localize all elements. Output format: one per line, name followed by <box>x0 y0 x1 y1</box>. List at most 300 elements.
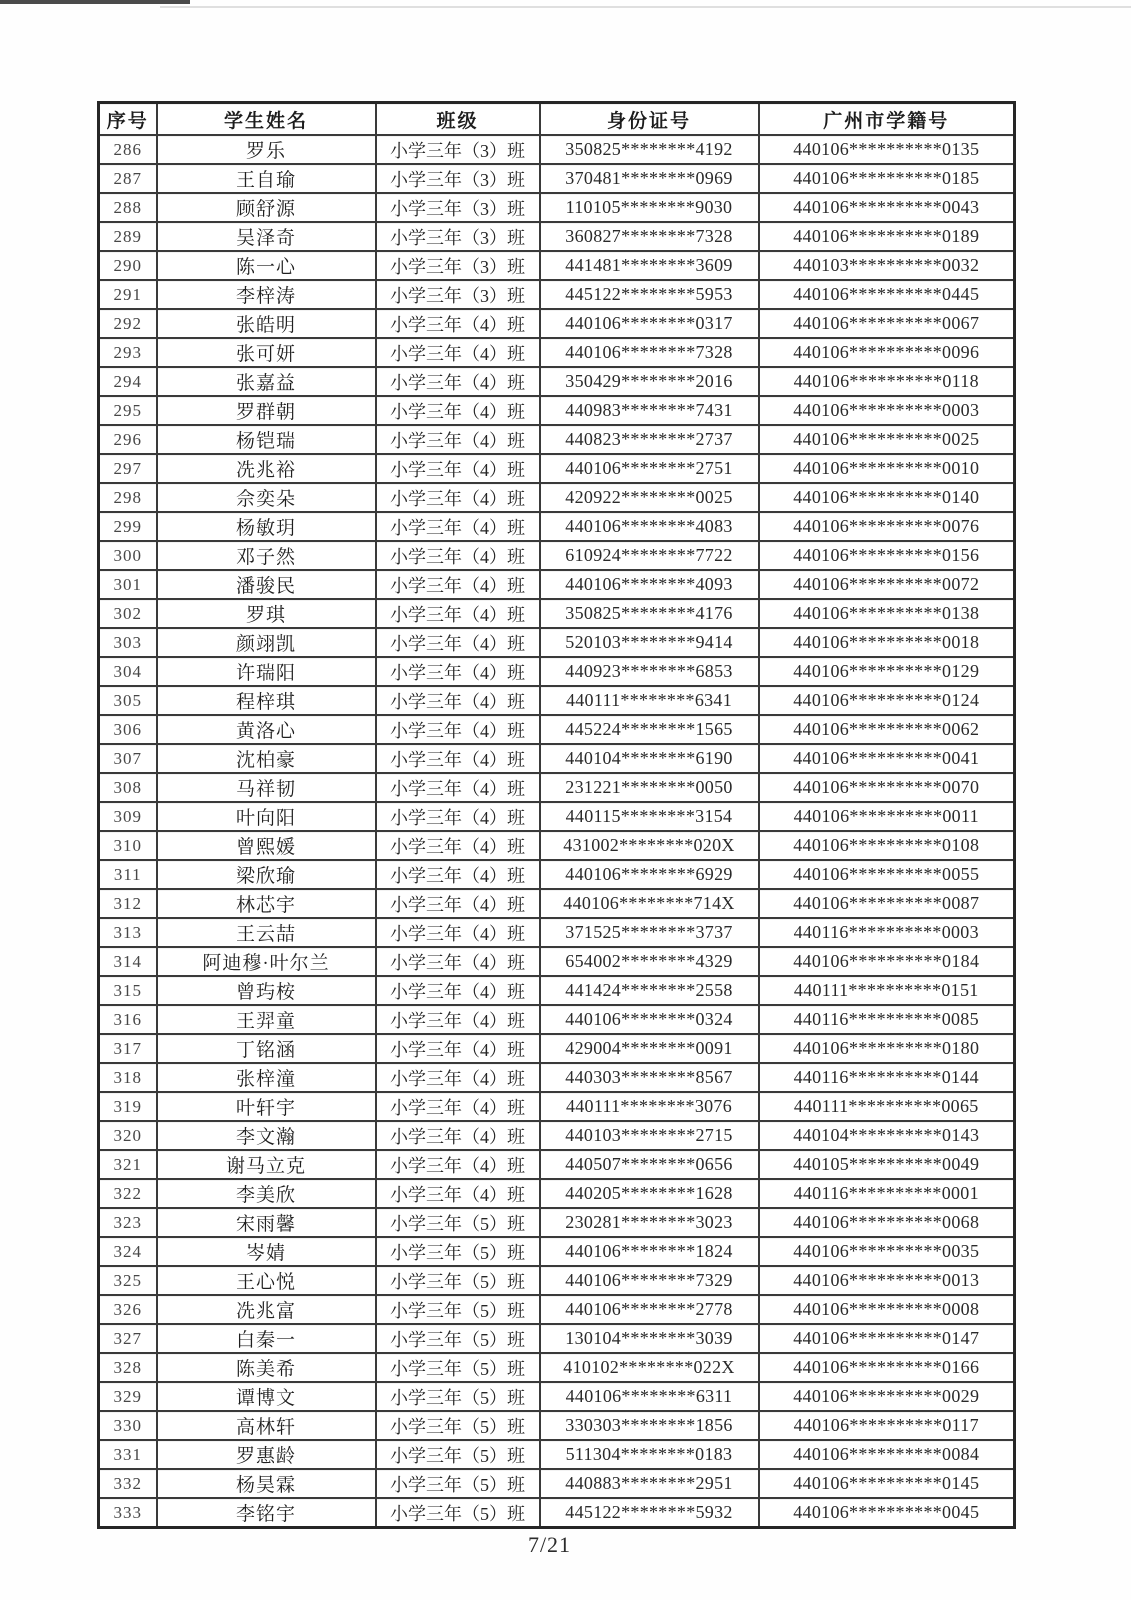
cell-class: 小学三年（5）班 <box>376 1266 540 1295</box>
cell-student-name: 颜翊凯 <box>157 628 376 657</box>
cell-serial: 296 <box>99 425 157 454</box>
cell-serial: 320 <box>99 1121 157 1150</box>
table-row <box>99 599 1015 628</box>
cell-class: 小学三年（4）班 <box>376 831 540 860</box>
table-row <box>99 1208 1015 1237</box>
cell-class: 小学三年（4）班 <box>376 889 540 918</box>
column-header-registration-number: 广州市学籍号 <box>759 103 1015 136</box>
cell-serial: 314 <box>99 947 157 976</box>
cell-class: 小学三年（4）班 <box>376 425 540 454</box>
cell-student-name: 陈一心 <box>157 251 376 280</box>
cell-student-name: 佘奕朵 <box>157 483 376 512</box>
table-row <box>99 1498 1015 1528</box>
cell-registration-number: 440106**********0108 <box>759 831 1015 860</box>
cell-serial: 332 <box>99 1469 157 1498</box>
cell-registration-number: 440106**********0189 <box>759 222 1015 251</box>
cell-class: 小学三年（5）班 <box>376 1353 540 1382</box>
cell-registration-number: 440106**********0166 <box>759 1353 1015 1382</box>
cell-class: 小学三年（4）班 <box>376 367 540 396</box>
cell-class: 小学三年（3）班 <box>376 135 540 164</box>
cell-class: 小学三年（4）班 <box>376 715 540 744</box>
cell-class: 小学三年（4）班 <box>376 947 540 976</box>
cell-id-number: 420922********0025 <box>540 483 759 512</box>
cell-registration-number: 440106**********0045 <box>759 1498 1015 1528</box>
cell-serial: 292 <box>99 309 157 338</box>
table-row <box>99 425 1015 454</box>
table-row <box>99 657 1015 686</box>
cell-serial: 317 <box>99 1034 157 1063</box>
cell-id-number: 440507********0656 <box>540 1150 759 1179</box>
cell-id-number: 440106********7329 <box>540 1266 759 1295</box>
cell-student-name: 程梓琪 <box>157 686 376 715</box>
table-body <box>99 135 1015 1528</box>
cell-class: 小学三年（3）班 <box>376 280 540 309</box>
cell-id-number: 440823********2737 <box>540 425 759 454</box>
cell-student-name: 叶轩宇 <box>157 1092 376 1121</box>
cell-student-name: 岑婧 <box>157 1237 376 1266</box>
cell-serial: 325 <box>99 1266 157 1295</box>
cell-serial: 297 <box>99 454 157 483</box>
table-row <box>99 715 1015 744</box>
table-row <box>99 1179 1015 1208</box>
cell-registration-number: 440116**********0085 <box>759 1005 1015 1034</box>
table-row <box>99 1469 1015 1498</box>
cell-id-number: 431002********020X <box>540 831 759 860</box>
cell-registration-number: 440106**********0003 <box>759 396 1015 425</box>
cell-student-name: 林芯宇 <box>157 889 376 918</box>
table-row <box>99 1382 1015 1411</box>
cell-registration-number: 440106**********0062 <box>759 715 1015 744</box>
cell-id-number: 360827********7328 <box>540 222 759 251</box>
cell-student-name: 张梓潼 <box>157 1063 376 1092</box>
cell-student-name: 阿迪穆·叶尔兰 <box>157 947 376 976</box>
cell-registration-number: 440106**********0087 <box>759 889 1015 918</box>
cell-id-number: 440106********4093 <box>540 570 759 599</box>
table-row <box>99 193 1015 222</box>
cell-serial: 306 <box>99 715 157 744</box>
cell-id-number: 371525********3737 <box>540 918 759 947</box>
cell-student-name: 罗琪 <box>157 599 376 628</box>
cell-student-name: 杨敏玥 <box>157 512 376 541</box>
cell-id-number: 445224********1565 <box>540 715 759 744</box>
cell-student-name: 李美欣 <box>157 1179 376 1208</box>
cell-class: 小学三年（4）班 <box>376 628 540 657</box>
cell-id-number: 440104********6190 <box>540 744 759 773</box>
cell-id-number: 370481********0969 <box>540 164 759 193</box>
cell-class: 小学三年（4）班 <box>376 918 540 947</box>
cell-registration-number: 440106**********0118 <box>759 367 1015 396</box>
cell-class: 小学三年（4）班 <box>376 1034 540 1063</box>
cell-student-name: 梁欣瑜 <box>157 860 376 889</box>
cell-student-name: 李梓涛 <box>157 280 376 309</box>
cell-serial: 309 <box>99 802 157 831</box>
cell-registration-number: 440106**********0043 <box>759 193 1015 222</box>
cell-class: 小学三年（3）班 <box>376 222 540 251</box>
cell-class: 小学三年（4）班 <box>376 1063 540 1092</box>
cell-serial: 300 <box>99 541 157 570</box>
cell-id-number: 511304********0183 <box>540 1440 759 1469</box>
cell-id-number: 330303********1856 <box>540 1411 759 1440</box>
cell-serial: 295 <box>99 396 157 425</box>
cell-id-number: 440303********8567 <box>540 1063 759 1092</box>
cell-id-number: 610924********7722 <box>540 541 759 570</box>
cell-class: 小学三年（5）班 <box>376 1411 540 1440</box>
cell-class: 小学三年（4）班 <box>376 599 540 628</box>
cell-id-number: 429004********0091 <box>540 1034 759 1063</box>
cell-registration-number: 440116**********0003 <box>759 918 1015 947</box>
cell-class: 小学三年（5）班 <box>376 1440 540 1469</box>
cell-class: 小学三年（4）班 <box>376 396 540 425</box>
cell-student-name: 张皓明 <box>157 309 376 338</box>
cell-class: 小学三年（5）班 <box>376 1295 540 1324</box>
table-row <box>99 367 1015 396</box>
cell-student-name: 顾舒源 <box>157 193 376 222</box>
table-row <box>99 860 1015 889</box>
cell-class: 小学三年（4）班 <box>376 338 540 367</box>
cell-class: 小学三年（4）班 <box>376 1092 540 1121</box>
cell-serial: 327 <box>99 1324 157 1353</box>
cell-student-name: 李文瀚 <box>157 1121 376 1150</box>
table-row <box>99 1353 1015 1382</box>
table-row <box>99 280 1015 309</box>
cell-id-number: 440106********6929 <box>540 860 759 889</box>
cell-student-name: 许瑞阳 <box>157 657 376 686</box>
cell-class: 小学三年（5）班 <box>376 1208 540 1237</box>
cell-registration-number: 440106**********0445 <box>759 280 1015 309</box>
cell-student-name: 曾熙媛 <box>157 831 376 860</box>
cell-registration-number: 440106**********0138 <box>759 599 1015 628</box>
cell-id-number: 350429********2016 <box>540 367 759 396</box>
cell-student-name: 陈美希 <box>157 1353 376 1382</box>
cell-class: 小学三年（4）班 <box>376 570 540 599</box>
cell-student-name: 李铭宇 <box>157 1498 376 1528</box>
cell-registration-number: 440106**********0013 <box>759 1266 1015 1295</box>
cell-student-name: 叶向阳 <box>157 802 376 831</box>
cell-serial: 316 <box>99 1005 157 1034</box>
cell-registration-number: 440106**********0029 <box>759 1382 1015 1411</box>
table-row <box>99 396 1015 425</box>
table-row <box>99 251 1015 280</box>
cell-class: 小学三年（4）班 <box>376 483 540 512</box>
cell-student-name: 高林轩 <box>157 1411 376 1440</box>
cell-serial: 307 <box>99 744 157 773</box>
cell-id-number: 441424********2558 <box>540 976 759 1005</box>
table-row <box>99 1411 1015 1440</box>
cell-registration-number: 440106**********0084 <box>759 1440 1015 1469</box>
table-row <box>99 802 1015 831</box>
cell-registration-number: 440106**********0145 <box>759 1469 1015 1498</box>
cell-serial: 319 <box>99 1092 157 1121</box>
cell-serial: 293 <box>99 338 157 367</box>
cell-student-name: 王自瑜 <box>157 164 376 193</box>
table-row <box>99 541 1015 570</box>
table-row <box>99 744 1015 773</box>
cell-student-name: 谢马立克 <box>157 1150 376 1179</box>
cell-serial: 289 <box>99 222 157 251</box>
cell-student-name: 黄洛心 <box>157 715 376 744</box>
table-row <box>99 976 1015 1005</box>
column-header-class: 班级 <box>376 103 540 136</box>
cell-student-name: 沈柏豪 <box>157 744 376 773</box>
cell-serial: 291 <box>99 280 157 309</box>
cell-id-number: 654002********4329 <box>540 947 759 976</box>
table-row <box>99 889 1015 918</box>
header-row <box>99 103 1015 136</box>
cell-student-name: 谭博文 <box>157 1382 376 1411</box>
cell-serial: 294 <box>99 367 157 396</box>
cell-registration-number: 440116**********0001 <box>759 1179 1015 1208</box>
table-row <box>99 570 1015 599</box>
cell-class: 小学三年（5）班 <box>376 1498 540 1528</box>
table-row <box>99 1092 1015 1121</box>
cell-serial: 333 <box>99 1498 157 1528</box>
cell-student-name: 白秦一 <box>157 1324 376 1353</box>
cell-registration-number: 440106**********0010 <box>759 454 1015 483</box>
cell-class: 小学三年（4）班 <box>376 1150 540 1179</box>
cell-id-number: 440115********3154 <box>540 802 759 831</box>
cell-id-number: 440103********2715 <box>540 1121 759 1150</box>
cell-student-name: 冼兆裕 <box>157 454 376 483</box>
cell-registration-number: 440111**********0151 <box>759 976 1015 1005</box>
cell-serial: 330 <box>99 1411 157 1440</box>
cell-registration-number: 440106**********0025 <box>759 425 1015 454</box>
cell-serial: 315 <box>99 976 157 1005</box>
cell-serial: 326 <box>99 1295 157 1324</box>
table-row <box>99 222 1015 251</box>
cell-registration-number: 440106**********0035 <box>759 1237 1015 1266</box>
cell-registration-number: 440103**********0032 <box>759 251 1015 280</box>
table-row <box>99 309 1015 338</box>
cell-student-name: 罗惠龄 <box>157 1440 376 1469</box>
cell-serial: 299 <box>99 512 157 541</box>
cell-serial: 323 <box>99 1208 157 1237</box>
cell-student-name: 丁铭涵 <box>157 1034 376 1063</box>
cell-serial: 311 <box>99 860 157 889</box>
cell-registration-number: 440106**********0076 <box>759 512 1015 541</box>
table-row <box>99 338 1015 367</box>
cell-serial: 322 <box>99 1179 157 1208</box>
cell-id-number: 440983********7431 <box>540 396 759 425</box>
table-row <box>99 1324 1015 1353</box>
table-row <box>99 686 1015 715</box>
cell-serial: 303 <box>99 628 157 657</box>
cell-registration-number: 440106**********0185 <box>759 164 1015 193</box>
cell-class: 小学三年（4）班 <box>376 1121 540 1150</box>
cell-class: 小学三年（4）班 <box>376 976 540 1005</box>
cell-student-name: 潘骏民 <box>157 570 376 599</box>
page-number: 7/21 <box>527 1532 572 1557</box>
cell-id-number: 520103********9414 <box>540 628 759 657</box>
cell-serial: 304 <box>99 657 157 686</box>
cell-id-number: 110105********9030 <box>540 193 759 222</box>
cell-id-number: 230281********3023 <box>540 1208 759 1237</box>
cell-id-number: 440883********2951 <box>540 1469 759 1498</box>
cell-id-number: 410102********022X <box>540 1353 759 1382</box>
cell-serial: 302 <box>99 599 157 628</box>
cell-id-number: 350825********4192 <box>540 135 759 164</box>
cell-class: 小学三年（5）班 <box>376 1469 540 1498</box>
table-row <box>99 135 1015 164</box>
cell-class: 小学三年（5）班 <box>376 1237 540 1266</box>
cell-id-number: 440106********0324 <box>540 1005 759 1034</box>
cell-id-number: 440106********6311 <box>540 1382 759 1411</box>
cell-id-number: 445122********5953 <box>540 280 759 309</box>
table-row <box>99 1034 1015 1063</box>
cell-registration-number: 440106**********0156 <box>759 541 1015 570</box>
cell-class: 小学三年（4）班 <box>376 1005 540 1034</box>
cell-class: 小学三年（4）班 <box>376 744 540 773</box>
table-row <box>99 1237 1015 1266</box>
cell-registration-number: 440106**********0135 <box>759 135 1015 164</box>
cell-student-name: 罗群朝 <box>157 396 376 425</box>
cell-id-number: 440106********1824 <box>540 1237 759 1266</box>
cell-registration-number: 440106**********0011 <box>759 802 1015 831</box>
scan-artifact-top-line <box>160 6 1131 8</box>
table-row <box>99 483 1015 512</box>
cell-serial: 313 <box>99 918 157 947</box>
cell-class: 小学三年（4）班 <box>376 541 540 570</box>
cell-id-number: 440106********4083 <box>540 512 759 541</box>
cell-class: 小学三年（4）班 <box>376 454 540 483</box>
cell-id-number: 440106********7328 <box>540 338 759 367</box>
column-header-serial: 序号 <box>99 103 157 136</box>
cell-id-number: 440106********0317 <box>540 309 759 338</box>
cell-class: 小学三年（3）班 <box>376 164 540 193</box>
cell-registration-number: 440106**********0147 <box>759 1324 1015 1353</box>
cell-registration-number: 440106**********0184 <box>759 947 1015 976</box>
cell-class: 小学三年（5）班 <box>376 1382 540 1411</box>
cell-class: 小学三年（4）班 <box>376 686 540 715</box>
cell-student-name: 张可妍 <box>157 338 376 367</box>
cell-serial: 298 <box>99 483 157 512</box>
cell-serial: 301 <box>99 570 157 599</box>
table-header <box>99 103 1015 136</box>
cell-class: 小学三年（4）班 <box>376 773 540 802</box>
cell-class: 小学三年（4）班 <box>376 1179 540 1208</box>
cell-registration-number: 440106**********0068 <box>759 1208 1015 1237</box>
cell-student-name: 王羿童 <box>157 1005 376 1034</box>
cell-student-name: 张嘉益 <box>157 367 376 396</box>
cell-serial: 321 <box>99 1150 157 1179</box>
cell-registration-number: 440116**********0144 <box>759 1063 1015 1092</box>
cell-registration-number: 440106**********0140 <box>759 483 1015 512</box>
cell-id-number: 440205********1628 <box>540 1179 759 1208</box>
cell-class: 小学三年（4）班 <box>376 309 540 338</box>
cell-serial: 310 <box>99 831 157 860</box>
cell-registration-number: 440106**********0180 <box>759 1034 1015 1063</box>
cell-registration-number: 440104**********0143 <box>759 1121 1015 1150</box>
cell-student-name: 冼兆富 <box>157 1295 376 1324</box>
cell-serial: 328 <box>99 1353 157 1382</box>
table-row <box>99 773 1015 802</box>
cell-serial: 308 <box>99 773 157 802</box>
cell-student-name: 吴泽奇 <box>157 222 376 251</box>
table-row <box>99 454 1015 483</box>
cell-id-number: 440111********3076 <box>540 1092 759 1121</box>
table-row <box>99 947 1015 976</box>
table-row <box>99 1266 1015 1295</box>
cell-id-number: 350825********4176 <box>540 599 759 628</box>
cell-registration-number: 440106**********0055 <box>759 860 1015 889</box>
cell-registration-number: 440106**********0041 <box>759 744 1015 773</box>
cell-registration-number: 440106**********0072 <box>759 570 1015 599</box>
cell-student-name: 邓子然 <box>157 541 376 570</box>
cell-serial: 286 <box>99 135 157 164</box>
cell-registration-number: 440106**********0096 <box>759 338 1015 367</box>
cell-registration-number: 440105**********0049 <box>759 1150 1015 1179</box>
cell-id-number: 130104********3039 <box>540 1324 759 1353</box>
cell-student-name: 杨昊霖 <box>157 1469 376 1498</box>
cell-student-name: 宋雨馨 <box>157 1208 376 1237</box>
cell-serial: 318 <box>99 1063 157 1092</box>
cell-class: 小学三年（5）班 <box>376 1324 540 1353</box>
cell-student-name: 杨铠瑞 <box>157 425 376 454</box>
table-row <box>99 164 1015 193</box>
cell-registration-number: 440106**********0117 <box>759 1411 1015 1440</box>
table-row <box>99 831 1015 860</box>
cell-class: 小学三年（4）班 <box>376 860 540 889</box>
cell-class: 小学三年（4）班 <box>376 802 540 831</box>
table-row <box>99 628 1015 657</box>
cell-serial: 287 <box>99 164 157 193</box>
cell-id-number: 440106********2778 <box>540 1295 759 1324</box>
cell-id-number: 441481********3609 <box>540 251 759 280</box>
cell-serial: 329 <box>99 1382 157 1411</box>
table-row <box>99 1150 1015 1179</box>
cell-serial: 288 <box>99 193 157 222</box>
cell-serial: 312 <box>99 889 157 918</box>
cell-id-number: 440111********6341 <box>540 686 759 715</box>
cell-id-number: 440106********2751 <box>540 454 759 483</box>
cell-class: 小学三年（3）班 <box>376 251 540 280</box>
table-row <box>99 1121 1015 1150</box>
cell-student-name: 曾玙桉 <box>157 976 376 1005</box>
table-row <box>99 1295 1015 1324</box>
cell-registration-number: 440106**********0018 <box>759 628 1015 657</box>
cell-serial: 324 <box>99 1237 157 1266</box>
cell-serial: 305 <box>99 686 157 715</box>
table-row <box>99 1063 1015 1092</box>
cell-registration-number: 440106**********0129 <box>759 657 1015 686</box>
column-header-student-name: 学生姓名 <box>157 103 376 136</box>
cell-id-number: 445122********5932 <box>540 1498 759 1528</box>
cell-class: 小学三年（4）班 <box>376 512 540 541</box>
cell-registration-number: 440106**********0070 <box>759 773 1015 802</box>
scan-artifact-top-edge <box>0 0 190 4</box>
cell-serial: 290 <box>99 251 157 280</box>
cell-id-number: 231221********0050 <box>540 773 759 802</box>
cell-class: 小学三年（3）班 <box>376 193 540 222</box>
cell-registration-number: 440111**********0065 <box>759 1092 1015 1121</box>
cell-id-number: 440923********6853 <box>540 657 759 686</box>
cell-student-name: 王云喆 <box>157 918 376 947</box>
student-roster-table <box>97 101 1016 1529</box>
table-row <box>99 1005 1015 1034</box>
cell-registration-number: 440106**********0067 <box>759 309 1015 338</box>
cell-student-name: 马祥韧 <box>157 773 376 802</box>
cell-registration-number: 440106**********0008 <box>759 1295 1015 1324</box>
table-row <box>99 1440 1015 1469</box>
column-header-id-number: 身份证号 <box>540 103 759 136</box>
cell-class: 小学三年（4）班 <box>376 657 540 686</box>
cell-registration-number: 440106**********0124 <box>759 686 1015 715</box>
cell-serial: 331 <box>99 1440 157 1469</box>
cell-student-name: 王心悦 <box>157 1266 376 1295</box>
table-row <box>99 512 1015 541</box>
cell-id-number: 440106********714X <box>540 889 759 918</box>
cell-student-name: 罗乐 <box>157 135 376 164</box>
table-row <box>99 918 1015 947</box>
